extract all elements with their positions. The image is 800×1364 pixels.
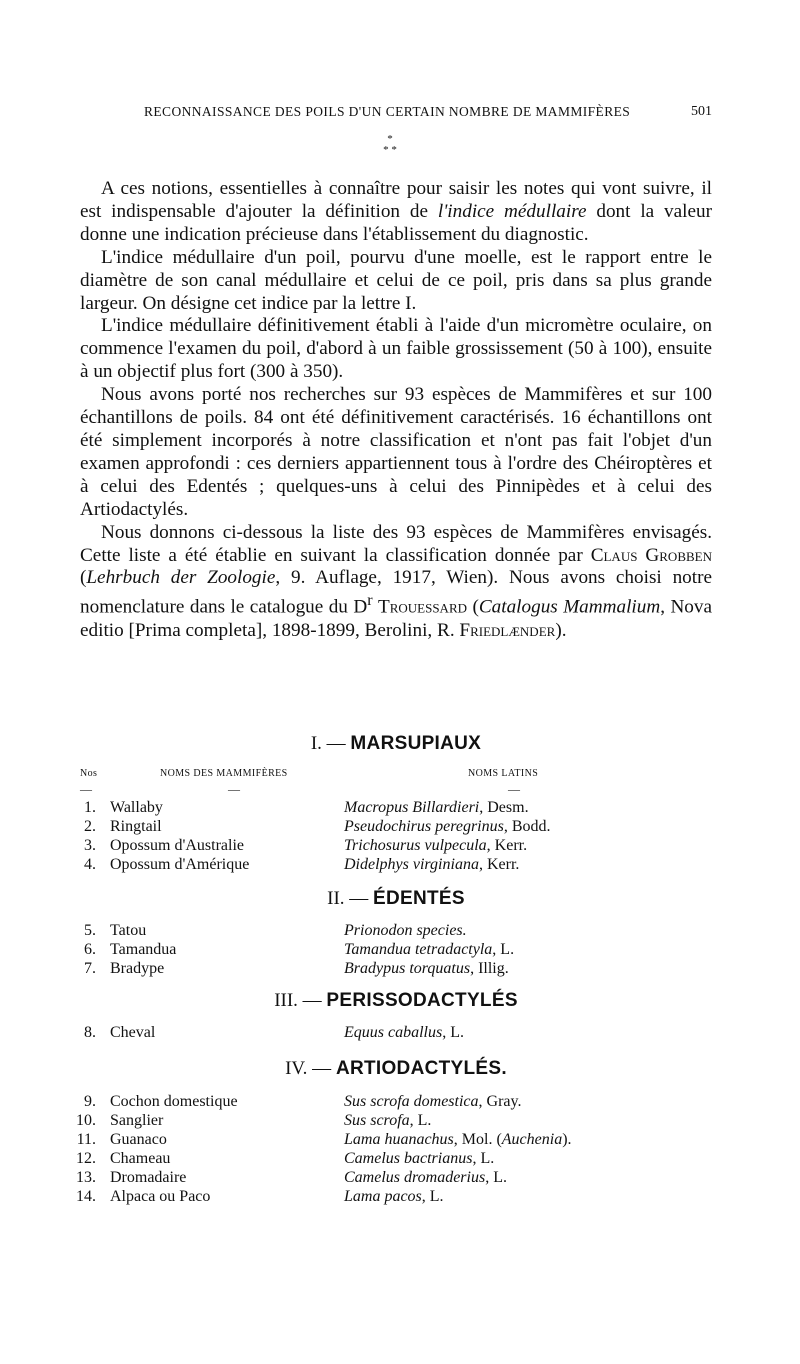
row-number: 1. bbox=[84, 799, 96, 816]
latin-authority: , L. bbox=[492, 941, 515, 958]
paragraph-4: Nous avons porté nos recherches sur 93 espèces de Mammifères et sur 100 échantillons de poils. 84 ont été définitivement caractérisés. 16 échantillons ont été simplement incorporés à notre classification et n'ont pas fait l'objet d'un examen approfondi : ces derniers appartiennent tous à l'ordre des Chéiroptères et à celui des Edentés ; quelques-uns à celui des Pinnipèdes et à celui des Artiodactylés. bbox=[80, 384, 712, 520]
latin-authority: , Kerr. bbox=[486, 837, 528, 854]
table-row bbox=[0, 1112, 800, 1133]
french-name: Wallaby bbox=[110, 799, 163, 816]
latin-authority: , L. bbox=[472, 1150, 495, 1167]
latin-authority: , Desm. bbox=[479, 799, 529, 816]
table-row bbox=[0, 799, 800, 820]
column-dash-french: — bbox=[228, 782, 240, 796]
row-number: 11. bbox=[76, 1131, 96, 1148]
latin-species: Tamandua tetradactyla bbox=[344, 941, 493, 958]
latin-name bbox=[344, 856, 519, 874]
french-name: Opossum d'Amérique bbox=[110, 856, 250, 873]
table-row bbox=[0, 960, 800, 981]
french-name: Cochon domestique bbox=[110, 1093, 238, 1110]
publisher-name: Friedlænder bbox=[459, 619, 556, 641]
row-number: 4. bbox=[84, 856, 96, 873]
section-number: IV. — bbox=[285, 1058, 332, 1079]
french-name: Sanglier bbox=[110, 1112, 164, 1129]
latin-species: Lama pacos bbox=[344, 1188, 422, 1205]
latin-authority: , L. bbox=[409, 1112, 432, 1129]
latin-synonym: Auchenia bbox=[501, 1131, 563, 1148]
p5-b: ( bbox=[80, 567, 87, 589]
book-title: Lehrbuch der Zoologie bbox=[86, 567, 276, 589]
latin-name bbox=[344, 799, 529, 817]
paragraph-1-text-a: A ces notions, essentielles à connaître pour saisir les notes qui vont suivre, il est indispensable d'ajouter la définition de bbox=[80, 178, 712, 222]
paragraph-1-text-b: dont la valeur donne une indication précieuse dans l'établissement du diagnostic. bbox=[80, 200, 712, 245]
french-name: Guanaco bbox=[110, 1131, 167, 1148]
latin-species: Pseudochirus peregrinus bbox=[344, 818, 504, 835]
latin-name bbox=[344, 1150, 494, 1168]
row-number: 8. bbox=[84, 1024, 96, 1041]
p5-e: ( bbox=[467, 596, 479, 618]
asterism-top: * bbox=[387, 133, 393, 145]
section-number: I. — bbox=[310, 733, 346, 754]
section-heading-1 bbox=[80, 733, 712, 755]
latin-end: ). bbox=[562, 1131, 572, 1148]
french-name: Tamandua bbox=[110, 941, 177, 958]
latin-species: Didelphys virginiana bbox=[344, 856, 479, 873]
column-header-no: Nos bbox=[80, 768, 98, 779]
latin-name bbox=[344, 1188, 444, 1206]
column-header-french: NOMS DES MAMMIFÈRES bbox=[160, 768, 288, 779]
french-name: Tatou bbox=[110, 922, 147, 939]
latin-name bbox=[344, 1093, 521, 1111]
french-name: Opossum d'Australie bbox=[110, 837, 244, 854]
latin-species: Sus scrofa domestica bbox=[344, 1093, 479, 1110]
term-indice-medullaire: l'indice médullaire bbox=[437, 200, 587, 222]
latin-name bbox=[344, 1131, 572, 1149]
column-header-latin: NOMS LATINS bbox=[468, 768, 539, 779]
catalog-title: Catalogus Mammalium bbox=[478, 596, 661, 618]
section-number: II. — bbox=[327, 888, 369, 909]
latin-authority: , Bodd. bbox=[503, 818, 551, 835]
author-trouessard: Trouessard bbox=[377, 596, 468, 618]
column-dash-no: — bbox=[80, 782, 92, 796]
running-header bbox=[80, 104, 712, 126]
paragraph-1 bbox=[80, 178, 712, 247]
latin-species: Camelus dromaderius bbox=[344, 1169, 486, 1186]
french-name: Bradype bbox=[110, 960, 165, 977]
row-number: 6. bbox=[84, 941, 96, 958]
p5-sup: r bbox=[367, 592, 373, 610]
latin-name bbox=[344, 1024, 464, 1042]
table-row bbox=[0, 941, 800, 962]
page-number: 501 bbox=[691, 104, 712, 119]
table-row bbox=[0, 1131, 800, 1152]
table-row bbox=[0, 856, 800, 877]
latin-name bbox=[344, 1169, 507, 1187]
latin-species: Lama huanachus bbox=[344, 1131, 454, 1148]
table-row bbox=[0, 1024, 800, 1045]
latin-name bbox=[344, 818, 551, 836]
paragraph-5 bbox=[80, 522, 712, 643]
section-name: ARTIODACTYLÉS. bbox=[335, 1058, 507, 1079]
latin-species: Macropus Billardieri bbox=[344, 799, 480, 816]
french-name: Dromadaire bbox=[110, 1169, 187, 1186]
table-row bbox=[0, 1150, 800, 1171]
running-title: RECONNAISSANCE DES POILS D'UN CERTAIN NOMBRE DE MAMMIFÈRES bbox=[144, 104, 631, 119]
latin-authority: , L. bbox=[421, 1188, 444, 1205]
table-row bbox=[0, 818, 800, 839]
asterism-bottom: * * bbox=[383, 144, 397, 156]
table-row bbox=[0, 922, 800, 943]
latin-name bbox=[344, 960, 509, 978]
section-heading-4 bbox=[80, 1058, 712, 1080]
table-row bbox=[0, 837, 800, 858]
p5-g: ). bbox=[555, 619, 567, 641]
column-dash-latin: — bbox=[508, 782, 520, 796]
section-name: PERISSODACTYLÉS bbox=[326, 990, 518, 1011]
paragraph-2: L'indice médullaire d'un poil, pourvu d'une moelle, est le rapport entre le diamètre de son canal médullaire et celui de ce poil, pris dans sa plus grande largeur. On désigne cet indice par la lettre I. bbox=[80, 246, 712, 314]
table-row bbox=[0, 1188, 800, 1209]
row-number: 14. bbox=[76, 1188, 96, 1205]
latin-name bbox=[344, 922, 467, 940]
p5-a: Nous donnons ci-dessous la liste des 93 espèces de Mammifères envisagés. Cette liste a été établie en suivant la classification donnée par bbox=[80, 521, 712, 566]
french-name: Ringtail bbox=[110, 818, 162, 835]
latin-authority: , Gray. bbox=[478, 1093, 522, 1110]
latin-authority: , L. bbox=[485, 1169, 507, 1186]
french-name: Alpaca ou Paco bbox=[110, 1188, 211, 1205]
latin-authority: , Kerr. bbox=[478, 856, 520, 873]
asterism-divider bbox=[370, 134, 410, 166]
latin-authority: , Mol. ( bbox=[453, 1131, 502, 1148]
row-number: 9. bbox=[84, 1093, 96, 1110]
p5-f: , Nova editio [Prima completa], 1898-1899, Berolini, R. bbox=[80, 596, 713, 641]
section-name: MARSUPIAUX bbox=[350, 733, 482, 754]
latin-species: Camelus bactrianus bbox=[344, 1150, 473, 1167]
french-name: Cheval bbox=[110, 1024, 156, 1041]
row-number: 2. bbox=[84, 818, 96, 835]
latin-species: Sus scrofa bbox=[344, 1112, 410, 1129]
table-row bbox=[0, 1093, 800, 1114]
section-heading-3 bbox=[80, 990, 712, 1012]
section-name: ÉDENTÉS bbox=[373, 888, 465, 909]
latin-species: Prionodon species. bbox=[344, 922, 467, 939]
section-heading-2 bbox=[80, 888, 712, 910]
latin-species: Equus caballus bbox=[344, 1024, 443, 1041]
latin-name bbox=[344, 1112, 431, 1130]
latin-species: Bradypus torquatus bbox=[344, 960, 471, 977]
row-number: 3. bbox=[84, 837, 96, 854]
body-text bbox=[80, 178, 712, 643]
french-name: Chameau bbox=[110, 1150, 171, 1167]
row-number: 12. bbox=[76, 1150, 96, 1167]
latin-name bbox=[344, 837, 527, 855]
author-grobben: Claus Grobben bbox=[590, 544, 712, 566]
row-number: 7. bbox=[84, 960, 96, 977]
paragraph-3: L'indice médullaire définitivement établi à l'aide d'un micromètre oculaire, on commence l'examen du poil, d'abord à un faible grossissement (50 à 100), ensuite à un objectif plus fort (300 à 350). bbox=[80, 315, 712, 383]
row-number: 10. bbox=[76, 1112, 96, 1129]
section-number: III. — bbox=[274, 990, 322, 1011]
table-row bbox=[0, 1169, 800, 1190]
latin-name bbox=[344, 941, 514, 959]
latin-species: Trichosurus vulpecula bbox=[344, 837, 487, 854]
latin-authority: , L. bbox=[442, 1024, 464, 1041]
p5-c: , 9. Auflage, 1917, Wien). Nous avons choisi notre nomenclature dans le catalogue du D bbox=[80, 567, 712, 618]
latin-authority: , Illig. bbox=[470, 960, 509, 977]
row-number: 5. bbox=[84, 922, 96, 939]
row-number: 13. bbox=[76, 1169, 96, 1186]
